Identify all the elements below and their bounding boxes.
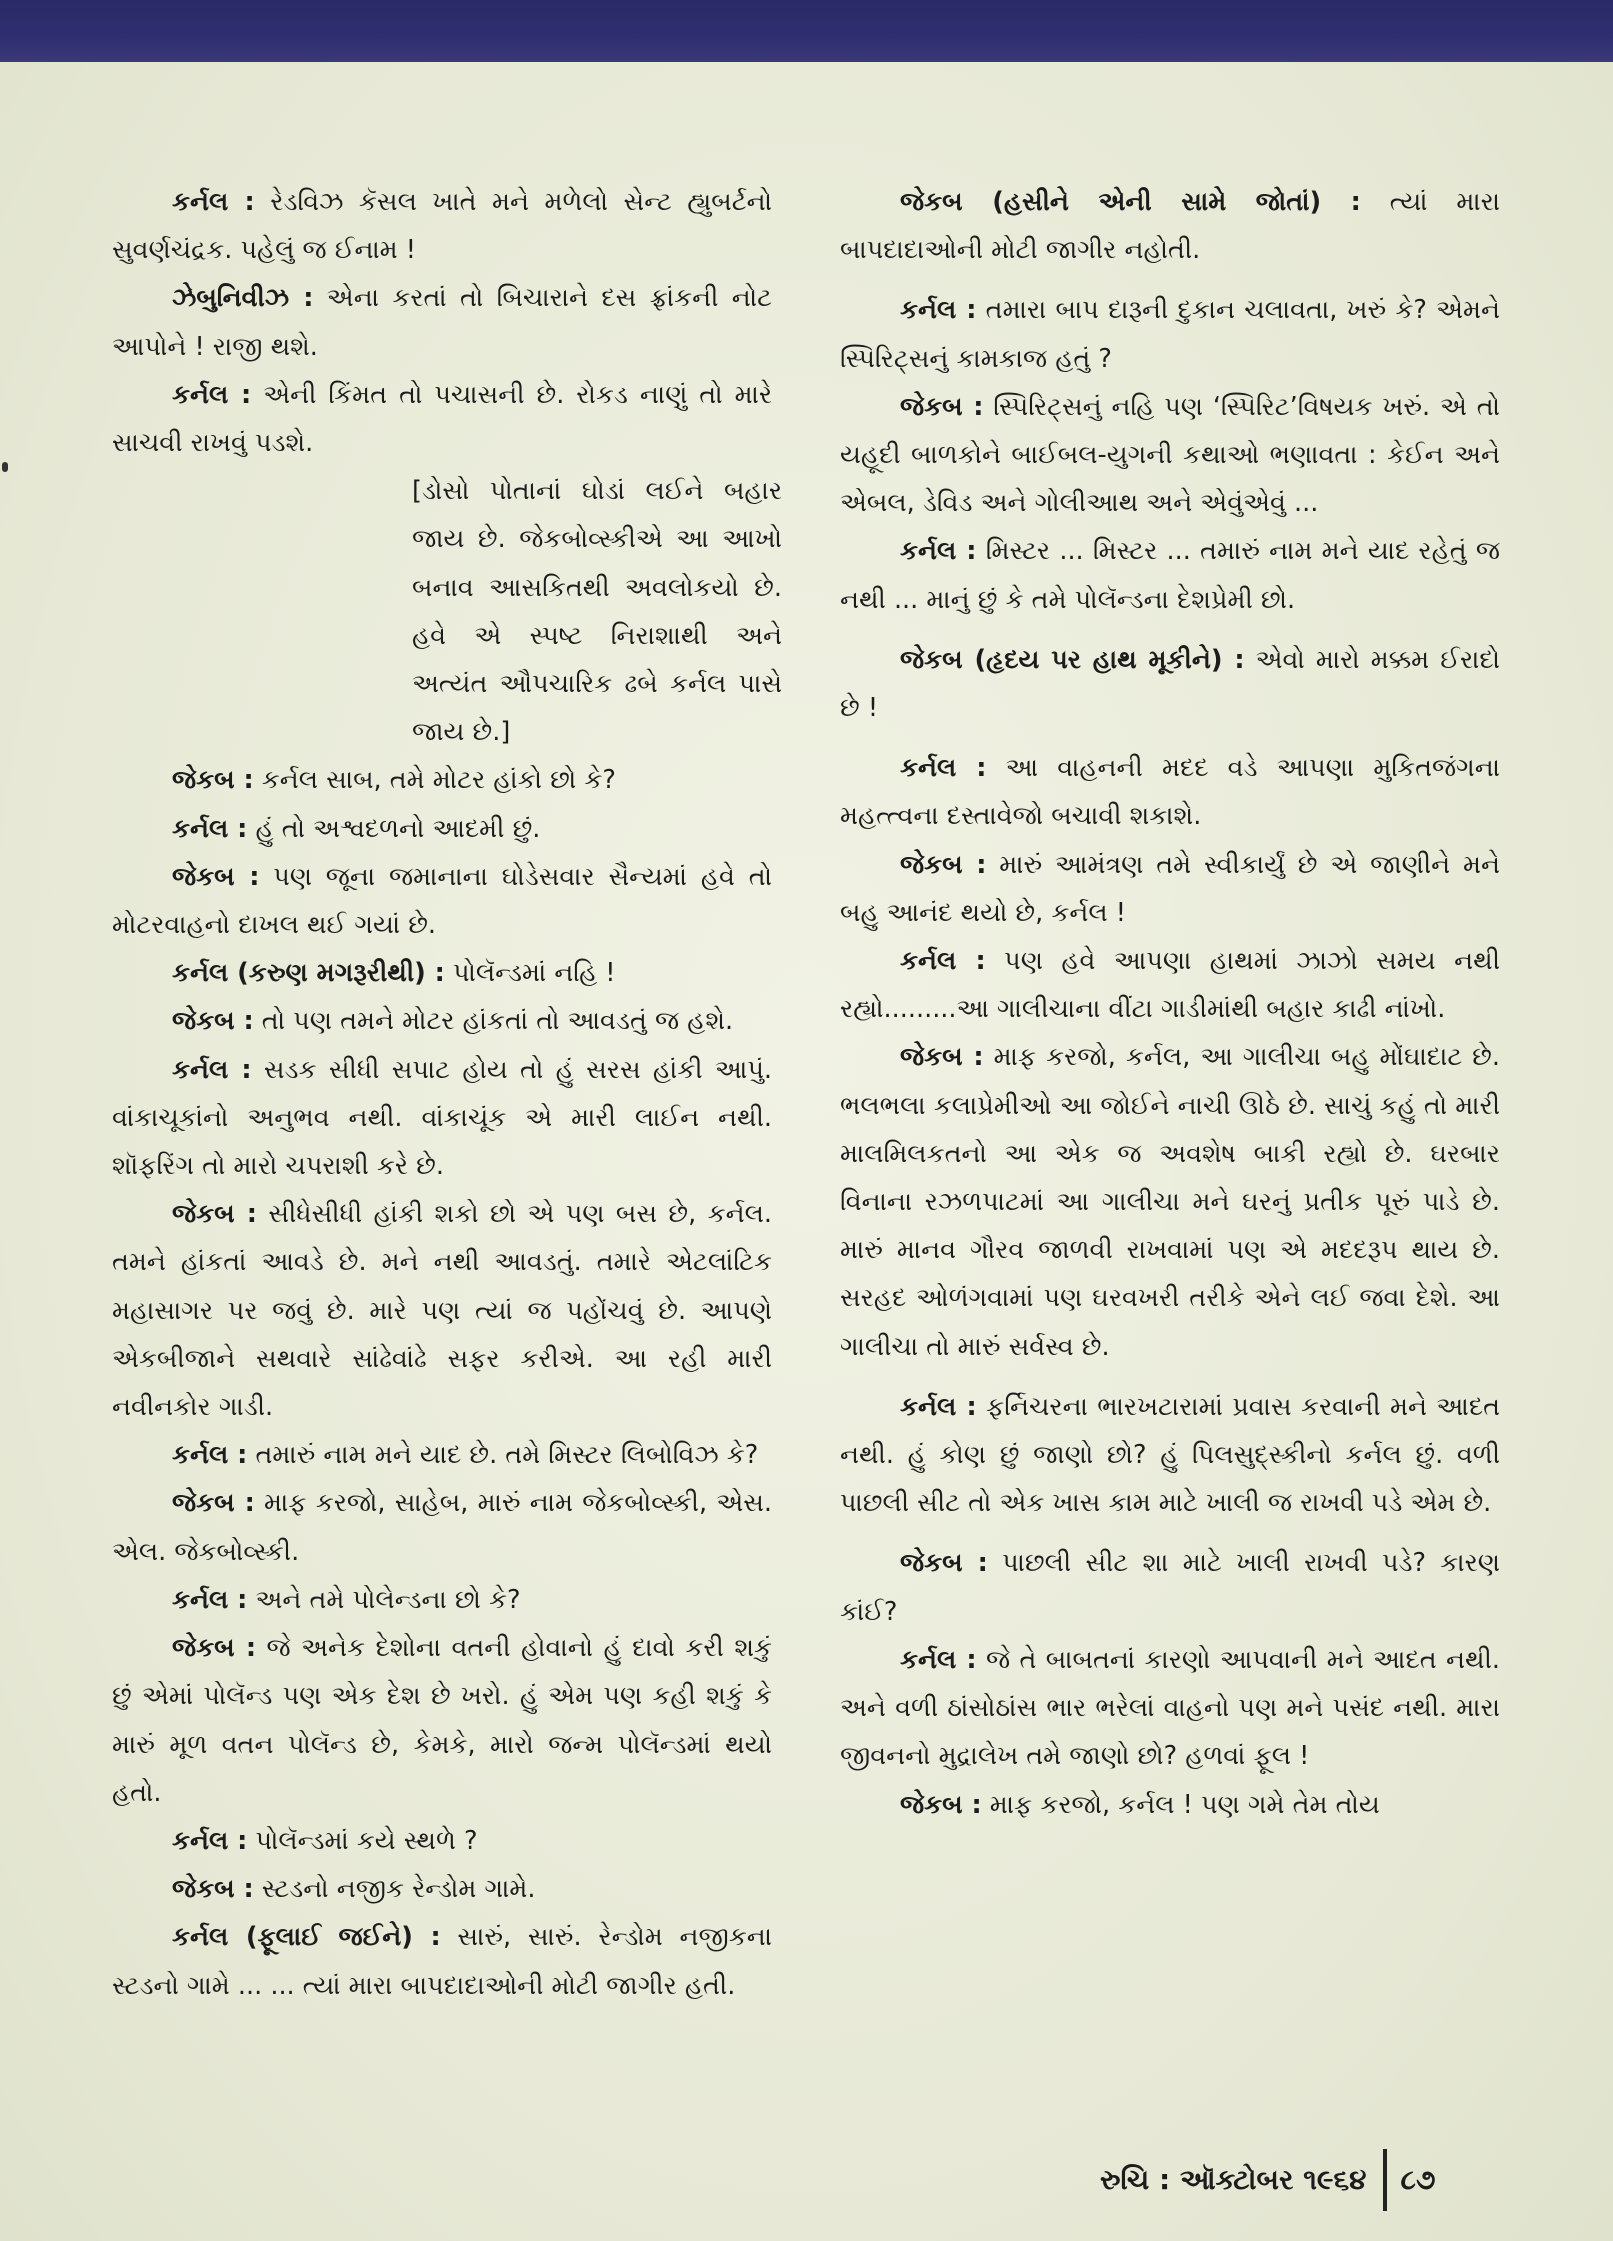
dialogue-text: ત્યાં મારા બાપદાદાઓની મોટી જાગીર નહોતી. <box>840 187 1500 266</box>
scanner-top-band <box>0 0 1613 62</box>
speaker-name: કર્નલ : <box>900 536 977 567</box>
speaker-name: કર્નલ (કરુણ મગરૂરીથી) : <box>172 958 445 989</box>
speaker-name: કર્નલ (ફૂલાઈ જઈને) : <box>172 1922 441 1953</box>
dialogue-paragraph <box>112 371 772 467</box>
dialogue-text: અને તમે પોલેન્ડના છો કે? <box>247 1584 521 1615</box>
dialogue-text: તમારા બાપ દારૂની દુકાન ચલાવતા, ખરું કે? એમને સ્પિરિટ્સનું કામકાજ હતું ? <box>840 295 1501 374</box>
dialogue-paragraph <box>840 1636 1500 1781</box>
dialogue-text: સડક સીધી સપાટ હોય તો હું સરસ હાંકી આપું. વાંકાચૂકાંનો અનુભવ નથી. વાંકાચૂંક એ મારી લાઈન નથી. શૉફરિંગ તો મારો ચપરાશી કરે છે. <box>112 1054 772 1182</box>
dialogue-paragraph <box>112 1431 772 1479</box>
speaker-name: જેકબ : <box>172 1874 254 1905</box>
dialogue-text: પોલૅન્ડમાં નહિ ! <box>444 958 616 989</box>
page-footer <box>1100 2155 1435 2205</box>
dialogue-paragraph <box>840 1781 1500 1829</box>
speaker-name: કર્નલ : <box>900 1391 977 1422</box>
dialogue-text: સારું, સારું. રેન્ડોમ નજીકના સ્ટડનો ગામે ... ... ત્યાં મારા બાપદાદાઓની મોટી જાગીર હતી. <box>112 1922 772 2001</box>
dialogue-paragraph <box>112 756 772 804</box>
dialogue-text: મારું આમંત્રણ તમે સ્વીકાર્યું છે એ જાણીને મને બહુ આનંદ થયો છે, કર્નલ ! <box>840 849 1500 928</box>
dialogue-text: પણ જૂના જમાનાના ઘોડેસવાર સૈન્યમાં હવે તો મોટરવાહનો દાખલ થઈ ગયાં છે. <box>112 861 772 941</box>
dialogue-paragraph <box>112 1865 772 1913</box>
speaker-name: કર્નલ : <box>900 946 986 977</box>
left-text-column <box>112 178 782 2010</box>
margin-mark <box>2 462 8 472</box>
dialogue-paragraph <box>112 1913 772 2009</box>
dialogue-paragraph <box>112 853 772 949</box>
dialogue-paragraph <box>840 383 1500 528</box>
dialogue-paragraph <box>112 1817 772 1865</box>
dialogue-text: તો પણ તમને મોટર હાંકતાં તો આવડતું જ હશે. <box>253 1006 734 1037</box>
dialogue-paragraph <box>112 997 772 1045</box>
dialogue-text: રેડવિઝ કૅસલ ખાતે મને મળેલો સેન્ટ હ્યુબર્ટનો સુવર્ણચંદ્રક. પહેલું જ ઈનામ ! <box>112 187 772 266</box>
footer-divider <box>1383 2149 1387 2211</box>
dialogue-paragraph <box>112 178 772 274</box>
dialogue-text: સ્પિરિટ્સનું નહિ પણ ‘સ્પિરિટ’વિષયક ખરું. એ તો યહૂદી બાળકોને બાઈબલ-યુગની કથાઓ ભણાવતા : કેઈન અને એબલ, ડેવિડ અને ગોલીઆથ અને એવુંએવું ... <box>840 391 1500 519</box>
dialogue-text: માફ કરજો, કર્નલ ! પણ ગમે તેમ તોય <box>981 1789 1380 1820</box>
speaker-name: જેકબ : <box>900 391 984 422</box>
speaker-name: કર્નલ : <box>172 1584 248 1615</box>
speaker-name: કર્નલ : <box>172 1825 248 1856</box>
speaker-name: કર્નલ : <box>172 813 248 844</box>
page-number: ૮૭ <box>1400 2163 1436 2196</box>
dialogue-text: એવો મારો મક્કમ ઈરાદો છે ! <box>840 644 1501 724</box>
speaker-name: કર્નલ : <box>172 1440 248 1471</box>
dialogue-text: કર્નલ સાબ, તમે મોટર હાંકો છો કે? <box>253 765 616 796</box>
speaker-name: કર્નલ : <box>900 753 987 784</box>
speaker-name: જેકબ : <box>900 849 987 880</box>
speaker-name: જેકબ (હૃદય પર હાથ મૂકીને) : <box>900 644 1245 675</box>
dialogue-text: મિસ્ટર ... મિસ્ટર ... તમારું નામ મને યાદ રહેતું જ નથી ... માનું છું કે તમે પોલૅન્ડના દેશપ્રેમી છો. <box>840 536 1500 615</box>
dialogue-paragraph <box>840 636 1500 732</box>
speaker-name: જેકબ : <box>172 1006 254 1037</box>
dialogue-paragraph <box>112 949 772 997</box>
speaker-name: કર્નલ : <box>172 1054 252 1085</box>
dialogue-paragraph <box>840 1383 1500 1528</box>
dialogue-text: પણ હવે આપણા હાથમાં ઝાઝો સમય નથી રહ્યો.........આ ગાલીચાના વીંટા ગાડીમાંથી બહાર કાઢી નાંખો. <box>840 946 1500 1025</box>
dialogue-paragraph <box>840 1539 1500 1635</box>
dialogue-paragraph <box>840 1033 1500 1370</box>
speaker-name: કર્નલ : <box>172 187 255 217</box>
dialogue-text: હું તો અશ્વદળનો આદમી છું. <box>247 813 541 844</box>
dialogue-text: સ્ટડનો નજીક રેન્ડોમ ગામે. <box>253 1874 536 1905</box>
dialogue-paragraph <box>112 1479 772 1575</box>
dialogue-paragraph <box>112 805 772 853</box>
dialogue-text: જે અનેક દેશોના વતની હોવાનો હું દાવો કરી શકું છું એમાં પોલૅન્ડ પણ એક દેશ છે ખરો. હું એમ પણ કહી શકું કે મારું મૂળ વતન પોલૅન્ડ છે, કેમકે, મારો જન્મ પોલૅન્ડમાં થયો હતો. <box>112 1633 772 1808</box>
dialogue-paragraph <box>840 286 1500 382</box>
speaker-name: કર્નલ : <box>172 379 252 410</box>
dialogue-text: એના કરતાં તો બિચારાને દસ ફ્રાંકની નોટ આપોને ! રાજી થશે. <box>112 283 772 362</box>
dialogue-text: પાછલી સીટ શા માટે ખાલી રાખવી પડે? કારણ કાંઈ? <box>840 1548 1500 1627</box>
right-text-column <box>840 178 1500 1829</box>
footer-magazine-issue: રુચિ : ઑક્ટોબર ૧૯૬૪ <box>1100 2163 1367 2196</box>
speaker-name: જેકબ : <box>900 1548 988 1579</box>
speaker-name: જેકબ : <box>900 1789 982 1820</box>
dialogue-text: જે તે બાબતનાં કારણો આપવાની મને આદત નથી. અને વળી ઠાંસોઠાંસ ભાર ભરેલાં વાહનો પણ મને પસંદ નથી. મારા જીવનનો મુદ્રાલેખ તમે જાણો છો? હળવાં ફૂલ ! <box>840 1644 1500 1772</box>
dialogue-paragraph <box>112 1624 772 1817</box>
speaker-name: જેકબ : <box>172 861 260 892</box>
speaker-name: જેકબ : <box>172 1488 255 1519</box>
speaker-name: જેકબ : <box>172 1633 257 1664</box>
dialogue-paragraph <box>840 178 1500 274</box>
speaker-name: જેકબ (હસીને એની સામે જોતાં) : <box>900 187 1361 217</box>
stage-direction: [ડોસો પોતાનાં ઘોડાં લઈને બહાર જાય છે. જેકબોવ્સ્કીએ આ આખો બનાવ આસકિતથી અવલોકયો છે. હવે એ સ્પષ્ટ નિરાશાથી અને અત્યંત ઔપચારિક ઢબે કર્નલ પાસે જાય છે.] <box>412 476 782 748</box>
dialogue-paragraph <box>112 1576 772 1624</box>
dialogue-text: તમારું નામ મને યાદ છે. તમે મિસ્ટર લિબોવિઝ કે? <box>247 1440 759 1471</box>
dialogue-paragraph <box>840 744 1500 840</box>
dialogue-text: એની કિંમત તો પચાસની છે. રોકડ નાણું તો મારે સાચવી રાખવું પડશે. <box>112 379 773 459</box>
dialogue-paragraph <box>840 937 1500 1033</box>
dialogue-text: ફર્નિચરના ભારખટારામાં પ્રવાસ કરવાની મને આદત નથી. હું કોણ છું જાણો છો? હું પિલસુદ્સ્કીનો કર્નલ છું. વળી પાછલી સીટ તો એક ખાસ કામ માટે ખાલી જ રાખવી પડે એમ છે. <box>840 1391 1500 1519</box>
dialogue-text: આ વાહનની મદદ વડે આપણા મુકિતજંગના મહત્ત્વના દસ્તાવેજો બચાવી શકાશે. <box>840 753 1501 832</box>
dialogue-paragraph <box>840 841 1500 937</box>
dialogue-text: સીધેસીધી હાંકી શકો છો એ પણ બસ છે, કર્નલ. તમને હાંકતાં આવડે છે. મને નથી આવડતું. તમારે એટલાંટિક મહાસાગર પર જવું છે. મારે પણ ત્યાં જ પહોંચવું છે. આપણે એકબીજાને સથવારે સાંઢેવાંઢે સફર કરીએ. આ રહી મારી નવીનકોર ગાડી. <box>112 1199 772 1423</box>
dialogue-text: માફ કરજો, કર્નલ, આ ગાલીચા બહુ મોંઘાદાટ છે. ભલભલા કલાપ્રેમીઓ આ જોઈને નાચી ઊઠે છે. સાચું કહું તો મારી માલમિલકતનો આ એક જ અવશેષ બાકી રહ્યો છે. ઘરબાર વિનાના રઝળપાટમાં આ ગાલીચા મને ઘરનું પ્રતીક પૂરું પાડે છે. મારું માનવ ગૌરવ જાળવી રાખવામાં પણ એ મદદરૂપ થાય છે. સરહદ ઓળંગવામાં પણ ઘરવખરી તરીકે એને લઈ જવા દેશે. આ ગાલીચા તો મારું સર્વસ્વ છે. <box>840 1042 1500 1362</box>
speaker-name: જેકબ : <box>172 1199 257 1230</box>
speaker-name: જેકબ : <box>172 765 254 796</box>
speaker-name: જેકબ : <box>900 1042 984 1073</box>
speaker-name: કર્નલ : <box>900 295 977 326</box>
dialogue-paragraph <box>840 527 1500 623</box>
dialogue-paragraph <box>112 1046 772 1191</box>
dialogue-paragraph <box>112 1190 772 1431</box>
dialogue-text: માફ કરજો, સાહેબ, મારું નામ જેકબોવ્સ્કી, એસ. એલ. જેકબોવ્સ્કી. <box>112 1488 772 1567</box>
dialogue-text: પોલૅન્ડમાં કયે સ્થળે ? <box>247 1825 478 1856</box>
speaker-name: કર્નલ : <box>900 1644 977 1675</box>
speaker-name: ઝેબુનિવીઝ : <box>172 283 314 314</box>
dialogue-paragraph <box>112 274 772 370</box>
